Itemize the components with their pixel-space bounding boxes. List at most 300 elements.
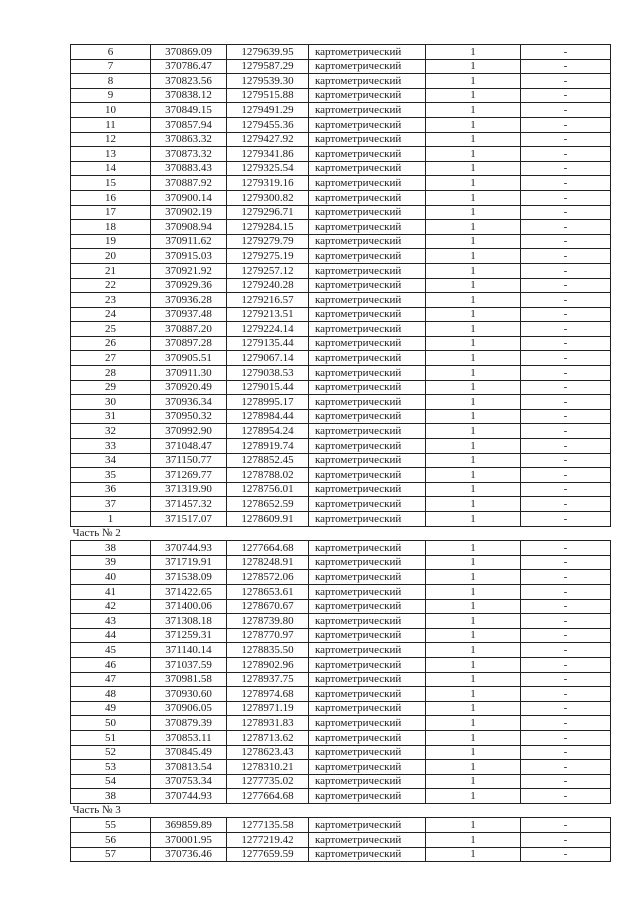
coord-x-cell: 371422.65 — [151, 584, 227, 599]
coordinates-table-body — [71, 45, 611, 862]
method-cell: картометрический — [309, 278, 426, 293]
coord-x-cell: 370911.30 — [151, 366, 227, 381]
error-cell: 1 — [426, 59, 521, 74]
coord-x-cell: 371259.31 — [151, 628, 227, 643]
error-cell: 1 — [426, 293, 521, 308]
coord-y-cell: 1278974.68 — [227, 687, 309, 702]
coord-x-cell: 371048.47 — [151, 439, 227, 454]
point-number-cell: 19 — [71, 234, 151, 249]
point-number-cell: 28 — [71, 366, 151, 381]
error-cell: 1 — [426, 628, 521, 643]
method-cell: картометрический — [309, 336, 426, 351]
error-cell: 1 — [426, 366, 521, 381]
accuracy-cell: - — [521, 366, 611, 381]
accuracy-cell: - — [521, 453, 611, 468]
method-cell: картометрический — [309, 555, 426, 570]
accuracy-cell: - — [521, 701, 611, 716]
accuracy-cell: - — [521, 234, 611, 249]
table-row — [71, 424, 611, 439]
method-cell: картометрический — [309, 453, 426, 468]
error-cell: 1 — [426, 614, 521, 629]
method-cell: картометрический — [309, 497, 426, 512]
point-number-cell: 45 — [71, 643, 151, 658]
method-cell: картометрический — [309, 263, 426, 278]
point-number-cell: 54 — [71, 774, 151, 789]
method-cell: картометрический — [309, 161, 426, 176]
error-cell: 1 — [426, 307, 521, 322]
accuracy-cell: - — [521, 760, 611, 775]
method-cell: картометрический — [309, 657, 426, 672]
error-cell: 1 — [426, 701, 521, 716]
coord-y-cell: 1279275.19 — [227, 249, 309, 264]
accuracy-cell: - — [521, 614, 611, 629]
point-number-cell: 34 — [71, 453, 151, 468]
coordinates-table — [70, 44, 611, 862]
point-number-cell: 38 — [71, 541, 151, 556]
accuracy-cell: - — [521, 205, 611, 220]
point-number-cell: 40 — [71, 570, 151, 585]
method-cell: картометрический — [309, 395, 426, 410]
coord-y-cell: 1278971.19 — [227, 701, 309, 716]
method-cell: картометрический — [309, 322, 426, 337]
method-cell: картометрический — [309, 147, 426, 162]
method-cell: картометрический — [309, 103, 426, 118]
accuracy-cell: - — [521, 789, 611, 804]
error-cell: 1 — [426, 205, 521, 220]
coord-x-cell: 371538.09 — [151, 570, 227, 585]
table-row — [71, 336, 611, 351]
point-number-cell: 55 — [71, 818, 151, 833]
method-cell: картометрический — [309, 570, 426, 585]
accuracy-cell: - — [521, 745, 611, 760]
accuracy-cell: - — [521, 424, 611, 439]
error-cell: 1 — [426, 774, 521, 789]
error-cell: 1 — [426, 745, 521, 760]
coord-y-cell: 1278919.74 — [227, 439, 309, 454]
accuracy-cell: - — [521, 117, 611, 132]
accuracy-cell: - — [521, 497, 611, 512]
table-row — [71, 59, 611, 74]
point-number-cell: 44 — [71, 628, 151, 643]
accuracy-cell: - — [521, 176, 611, 191]
error-cell: 1 — [426, 395, 521, 410]
error-cell: 1 — [426, 570, 521, 585]
error-cell: 1 — [426, 409, 521, 424]
coord-y-cell: 1278623.43 — [227, 745, 309, 760]
accuracy-cell: - — [521, 833, 611, 848]
method-cell: картометрический — [309, 687, 426, 702]
point-number-cell: 52 — [71, 745, 151, 760]
coord-y-cell: 1278931.83 — [227, 716, 309, 731]
error-cell: 1 — [426, 439, 521, 454]
method-cell: картометрический — [309, 220, 426, 235]
point-number-cell: 14 — [71, 161, 151, 176]
accuracy-cell: - — [521, 847, 611, 862]
coord-x-cell: 370900.14 — [151, 190, 227, 205]
point-number-cell: 18 — [71, 220, 151, 235]
point-number-cell: 11 — [71, 117, 151, 132]
coord-y-cell: 1278609.91 — [227, 512, 309, 527]
coord-y-cell: 1278713.62 — [227, 730, 309, 745]
method-cell: картометрический — [309, 424, 426, 439]
error-cell: 1 — [426, 351, 521, 366]
coord-y-cell: 1277659.59 — [227, 847, 309, 862]
method-cell: картометрический — [309, 584, 426, 599]
method-cell: картометрический — [309, 482, 426, 497]
accuracy-cell: - — [521, 468, 611, 483]
point-number-cell: 37 — [71, 497, 151, 512]
method-cell: картометрический — [309, 249, 426, 264]
coord-x-cell: 370849.15 — [151, 103, 227, 118]
table-row — [71, 322, 611, 337]
accuracy-cell: - — [521, 716, 611, 731]
coord-x-cell: 370736.46 — [151, 847, 227, 862]
coord-x-cell: 370857.94 — [151, 117, 227, 132]
point-number-cell: 21 — [71, 263, 151, 278]
point-number-cell: 6 — [71, 45, 151, 60]
coord-x-cell: 370937.48 — [151, 307, 227, 322]
coord-x-cell: 370902.19 — [151, 205, 227, 220]
coord-y-cell: 1279213.51 — [227, 307, 309, 322]
table-row — [71, 103, 611, 118]
coord-y-cell: 1277735.02 — [227, 774, 309, 789]
accuracy-cell: - — [521, 599, 611, 614]
coord-x-cell: 370887.92 — [151, 176, 227, 191]
error-cell: 1 — [426, 132, 521, 147]
point-number-cell: 43 — [71, 614, 151, 629]
table-row — [71, 249, 611, 264]
coord-y-cell: 1277135.58 — [227, 818, 309, 833]
table-row — [71, 584, 611, 599]
coord-x-cell: 370929.36 — [151, 278, 227, 293]
table-row — [71, 351, 611, 366]
accuracy-cell: - — [521, 132, 611, 147]
error-cell: 1 — [426, 336, 521, 351]
coord-x-cell: 370744.93 — [151, 541, 227, 556]
method-cell: картометрический — [309, 833, 426, 848]
error-cell: 1 — [426, 117, 521, 132]
coord-y-cell: 1279319.16 — [227, 176, 309, 191]
accuracy-cell: - — [521, 190, 611, 205]
method-cell: картометрический — [309, 380, 426, 395]
table-row — [71, 497, 611, 512]
coord-x-cell: 371400.06 — [151, 599, 227, 614]
coord-y-cell: 1278670.67 — [227, 599, 309, 614]
accuracy-cell: - — [521, 380, 611, 395]
method-cell: картометрический — [309, 745, 426, 760]
point-number-cell: 56 — [71, 833, 151, 848]
accuracy-cell: - — [521, 263, 611, 278]
coord-y-cell: 1279279.79 — [227, 234, 309, 249]
accuracy-cell: - — [521, 293, 611, 308]
table-row — [71, 541, 611, 556]
coord-y-cell: 1277219.42 — [227, 833, 309, 848]
table-row — [71, 468, 611, 483]
method-cell: картометрический — [309, 512, 426, 527]
table-row — [71, 205, 611, 220]
table-row — [71, 643, 611, 658]
point-number-cell: 7 — [71, 59, 151, 74]
table-row — [71, 307, 611, 322]
point-number-cell: 10 — [71, 103, 151, 118]
method-cell: картометрический — [309, 234, 426, 249]
accuracy-cell: - — [521, 322, 611, 337]
point-number-cell: 38 — [71, 789, 151, 804]
table-row — [71, 482, 611, 497]
coord-x-cell: 370786.47 — [151, 59, 227, 74]
table-row — [71, 847, 611, 862]
method-cell: картометрический — [309, 643, 426, 658]
table-row — [71, 628, 611, 643]
coord-y-cell: 1277664.68 — [227, 789, 309, 804]
coord-x-cell: 370744.93 — [151, 789, 227, 804]
method-cell: картометрический — [309, 351, 426, 366]
coord-x-cell: 371140.14 — [151, 643, 227, 658]
method-cell: картометрический — [309, 701, 426, 716]
point-number-cell: 47 — [71, 672, 151, 687]
error-cell: 1 — [426, 234, 521, 249]
table-row — [71, 409, 611, 424]
coord-y-cell: 1279257.12 — [227, 263, 309, 278]
error-cell: 1 — [426, 760, 521, 775]
table-row — [71, 293, 611, 308]
point-number-cell: 12 — [71, 132, 151, 147]
table-row — [71, 570, 611, 585]
point-number-cell: 50 — [71, 716, 151, 731]
coord-y-cell: 1278937.75 — [227, 672, 309, 687]
error-cell: 1 — [426, 176, 521, 191]
table-row — [71, 687, 611, 702]
method-cell: картометрический — [309, 614, 426, 629]
point-number-cell: 20 — [71, 249, 151, 264]
error-cell: 1 — [426, 322, 521, 337]
accuracy-cell: - — [521, 672, 611, 687]
table-row — [71, 132, 611, 147]
coord-y-cell: 1279224.14 — [227, 322, 309, 337]
table-row — [71, 263, 611, 278]
method-cell: картометрический — [309, 774, 426, 789]
accuracy-cell: - — [521, 45, 611, 60]
coord-x-cell: 370001.95 — [151, 833, 227, 848]
point-number-cell: 41 — [71, 584, 151, 599]
table-row — [71, 745, 611, 760]
point-number-cell: 46 — [71, 657, 151, 672]
point-number-cell: 9 — [71, 88, 151, 103]
coord-y-cell: 1278954.24 — [227, 424, 309, 439]
coord-y-cell: 1278995.17 — [227, 395, 309, 410]
accuracy-cell: - — [521, 584, 611, 599]
coord-x-cell: 369859.89 — [151, 818, 227, 833]
error-cell: 1 — [426, 687, 521, 702]
table-row — [71, 147, 611, 162]
point-number-cell: 13 — [71, 147, 151, 162]
error-cell: 1 — [426, 45, 521, 60]
coord-x-cell: 370911.62 — [151, 234, 227, 249]
method-cell: картометрический — [309, 760, 426, 775]
coord-y-cell: 1278310.21 — [227, 760, 309, 775]
coord-x-cell: 371150.77 — [151, 453, 227, 468]
table-row — [71, 657, 611, 672]
table-row — [71, 599, 611, 614]
method-cell: картометрический — [309, 117, 426, 132]
coord-y-cell: 1278653.61 — [227, 584, 309, 599]
coord-y-cell: 1279300.82 — [227, 190, 309, 205]
table-row — [71, 716, 611, 731]
section-title: Часть № 3 — [71, 803, 611, 818]
point-number-cell: 16 — [71, 190, 151, 205]
error-cell: 1 — [426, 468, 521, 483]
table-row — [71, 730, 611, 745]
accuracy-cell: - — [521, 818, 611, 833]
section-header-row — [71, 526, 611, 541]
point-number-cell: 32 — [71, 424, 151, 439]
method-cell: картометрический — [309, 716, 426, 731]
coord-y-cell: 1279038.53 — [227, 366, 309, 381]
coord-x-cell: 370936.34 — [151, 395, 227, 410]
coord-x-cell: 370863.32 — [151, 132, 227, 147]
table-row — [71, 380, 611, 395]
accuracy-cell: - — [521, 555, 611, 570]
point-number-cell: 22 — [71, 278, 151, 293]
coord-x-cell: 371308.18 — [151, 614, 227, 629]
coord-x-cell: 371457.32 — [151, 497, 227, 512]
method-cell: картометрический — [309, 59, 426, 74]
table-row — [71, 833, 611, 848]
coord-y-cell: 1279325.54 — [227, 161, 309, 176]
method-cell: картометрический — [309, 730, 426, 745]
point-number-cell: 23 — [71, 293, 151, 308]
accuracy-cell: - — [521, 74, 611, 89]
coord-x-cell: 370838.12 — [151, 88, 227, 103]
method-cell: картометрический — [309, 88, 426, 103]
coord-x-cell: 370915.03 — [151, 249, 227, 264]
coord-x-cell: 370873.32 — [151, 147, 227, 162]
method-cell: картометрический — [309, 541, 426, 556]
method-cell: картометрический — [309, 45, 426, 60]
method-cell: картометрический — [309, 293, 426, 308]
table-row — [71, 439, 611, 454]
error-cell: 1 — [426, 555, 521, 570]
coord-y-cell: 1278902.96 — [227, 657, 309, 672]
coord-x-cell: 370908.94 — [151, 220, 227, 235]
coord-y-cell: 1279015.44 — [227, 380, 309, 395]
method-cell: картометрический — [309, 409, 426, 424]
coord-x-cell: 371319.90 — [151, 482, 227, 497]
point-number-cell: 25 — [71, 322, 151, 337]
coord-x-cell: 370823.56 — [151, 74, 227, 89]
table-row — [71, 278, 611, 293]
coord-x-cell: 370981.58 — [151, 672, 227, 687]
coord-y-cell: 1278835.50 — [227, 643, 309, 658]
point-number-cell: 29 — [71, 380, 151, 395]
accuracy-cell: - — [521, 774, 611, 789]
table-row — [71, 190, 611, 205]
coord-y-cell: 1279341.86 — [227, 147, 309, 162]
coord-y-cell: 1279240.28 — [227, 278, 309, 293]
accuracy-cell: - — [521, 351, 611, 366]
coord-x-cell: 370813.54 — [151, 760, 227, 775]
error-cell: 1 — [426, 847, 521, 862]
coord-x-cell: 371517.07 — [151, 512, 227, 527]
coord-y-cell: 1278788.02 — [227, 468, 309, 483]
table-row — [71, 395, 611, 410]
coord-x-cell: 370883.43 — [151, 161, 227, 176]
coord-x-cell: 370950.32 — [151, 409, 227, 424]
method-cell: картометрический — [309, 468, 426, 483]
coord-x-cell: 370906.05 — [151, 701, 227, 716]
coord-x-cell: 370936.28 — [151, 293, 227, 308]
coord-y-cell: 1278852.45 — [227, 453, 309, 468]
accuracy-cell: - — [521, 439, 611, 454]
error-cell: 1 — [426, 584, 521, 599]
table-row — [71, 614, 611, 629]
method-cell: картометрический — [309, 132, 426, 147]
coord-y-cell: 1279135.44 — [227, 336, 309, 351]
table-row — [71, 117, 611, 132]
method-cell: картометрический — [309, 818, 426, 833]
accuracy-cell: - — [521, 730, 611, 745]
coord-y-cell: 1278984.44 — [227, 409, 309, 424]
accuracy-cell: - — [521, 570, 611, 585]
accuracy-cell: - — [521, 512, 611, 527]
error-cell: 1 — [426, 497, 521, 512]
section-title: Часть № 2 — [71, 526, 611, 541]
accuracy-cell: - — [521, 88, 611, 103]
error-cell: 1 — [426, 818, 521, 833]
error-cell: 1 — [426, 380, 521, 395]
table-row — [71, 453, 611, 468]
accuracy-cell: - — [521, 161, 611, 176]
coord-x-cell: 370897.28 — [151, 336, 227, 351]
error-cell: 1 — [426, 453, 521, 468]
point-number-cell: 8 — [71, 74, 151, 89]
method-cell: картометрический — [309, 628, 426, 643]
error-cell: 1 — [426, 278, 521, 293]
method-cell: картометрический — [309, 176, 426, 191]
coord-y-cell: 1279296.71 — [227, 205, 309, 220]
coord-x-cell: 370920.49 — [151, 380, 227, 395]
coord-x-cell: 370869.09 — [151, 45, 227, 60]
point-number-cell: 49 — [71, 701, 151, 716]
point-number-cell: 39 — [71, 555, 151, 570]
error-cell: 1 — [426, 263, 521, 278]
coord-x-cell: 370879.39 — [151, 716, 227, 731]
coord-x-cell: 370753.34 — [151, 774, 227, 789]
table-row — [71, 672, 611, 687]
accuracy-cell: - — [521, 482, 611, 497]
method-cell: картометрический — [309, 205, 426, 220]
coord-y-cell: 1279587.29 — [227, 59, 309, 74]
coord-x-cell: 370845.49 — [151, 745, 227, 760]
point-number-cell: 51 — [71, 730, 151, 745]
error-cell: 1 — [426, 599, 521, 614]
coord-y-cell: 1279427.92 — [227, 132, 309, 147]
error-cell: 1 — [426, 424, 521, 439]
coord-y-cell: 1278739.80 — [227, 614, 309, 629]
coord-y-cell: 1279216.57 — [227, 293, 309, 308]
coord-x-cell: 370853.11 — [151, 730, 227, 745]
error-cell: 1 — [426, 74, 521, 89]
method-cell: картометрический — [309, 366, 426, 381]
accuracy-cell: - — [521, 103, 611, 118]
section-header-row — [71, 803, 611, 818]
error-cell: 1 — [426, 249, 521, 264]
coord-x-cell: 371037.59 — [151, 657, 227, 672]
table-row — [71, 760, 611, 775]
method-cell: картометрический — [309, 307, 426, 322]
coord-x-cell: 370887.20 — [151, 322, 227, 337]
table-row — [71, 512, 611, 527]
